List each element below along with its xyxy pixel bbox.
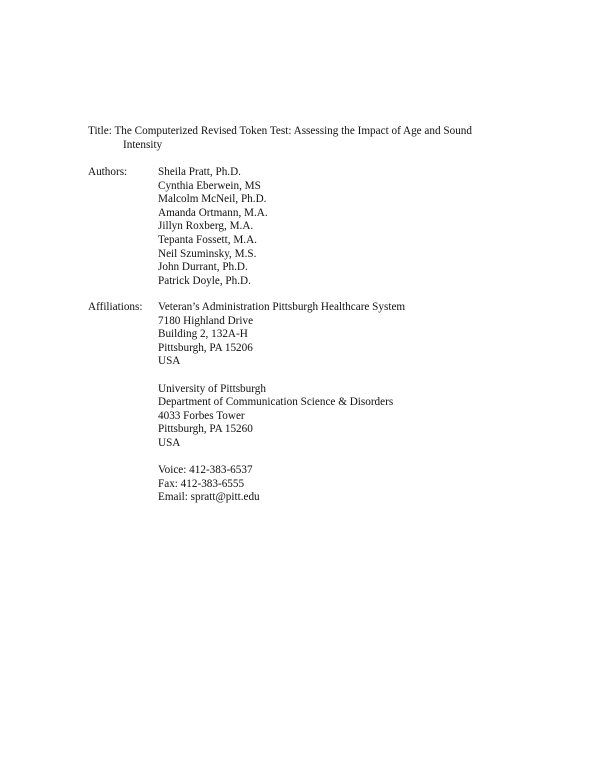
spacer bbox=[158, 369, 405, 383]
author-name: John Durrant, Ph.D. bbox=[158, 261, 248, 274]
authors-list bbox=[158, 166, 268, 288]
pitt-affiliation-line: 4033 Forbes Tower bbox=[158, 409, 245, 422]
voice-number: Voice: 412-383-6537 bbox=[158, 464, 253, 477]
email-address: Email: spratt@pitt.edu bbox=[158, 491, 260, 504]
pitt-affiliation-line: Pittsburgh, PA 15260 bbox=[158, 423, 253, 436]
va-affiliation-line: Veteran’s Administration Pittsburgh Healthcare System bbox=[158, 301, 406, 313]
pitt-affiliation-line: Department of Communication Science & Disorders bbox=[158, 396, 394, 409]
author-name: Jillyn Roxberg, M.A. bbox=[158, 220, 254, 233]
va-affiliation-line: USA bbox=[158, 355, 181, 368]
author-name: Patrick Doyle, Ph.D. bbox=[158, 274, 251, 287]
title-label: Title: bbox=[88, 125, 112, 137]
title-text: The Computerized Revised Token Test: Assessing the Impact of Age and Sound bbox=[114, 125, 472, 137]
author-name: Amanda Ortmann, M.A. bbox=[158, 206, 268, 219]
title-block bbox=[88, 124, 518, 152]
va-affiliation-line: Building 2, 132A-H bbox=[158, 328, 248, 341]
author-name: Cynthia Eberwein, MS bbox=[158, 179, 261, 192]
affiliations-list bbox=[158, 301, 405, 505]
author-name: Malcolm McNeil, Ph.D. bbox=[158, 193, 267, 206]
author-name: Tepanta Fossett, M.A. bbox=[158, 233, 257, 246]
spacer bbox=[158, 451, 405, 465]
title-line-2: Intensity bbox=[123, 139, 163, 151]
author-name: Sheila Pratt, Ph.D. bbox=[158, 166, 241, 178]
pitt-affiliation-line: USA bbox=[158, 436, 181, 449]
fax-number: Fax: 412-383-6555 bbox=[158, 477, 245, 490]
affiliations-label: Affiliations: bbox=[88, 301, 143, 313]
authors-label: Authors: bbox=[88, 166, 128, 178]
author-name: Neil Szuminsky, M.S. bbox=[158, 247, 257, 260]
title-line-1 bbox=[88, 124, 518, 138]
pitt-affiliation-line: University of Pittsburgh bbox=[158, 382, 266, 395]
va-affiliation-line: 7180 Highland Drive bbox=[158, 314, 254, 327]
va-affiliation-line: Pittsburgh, PA 15206 bbox=[158, 341, 253, 354]
